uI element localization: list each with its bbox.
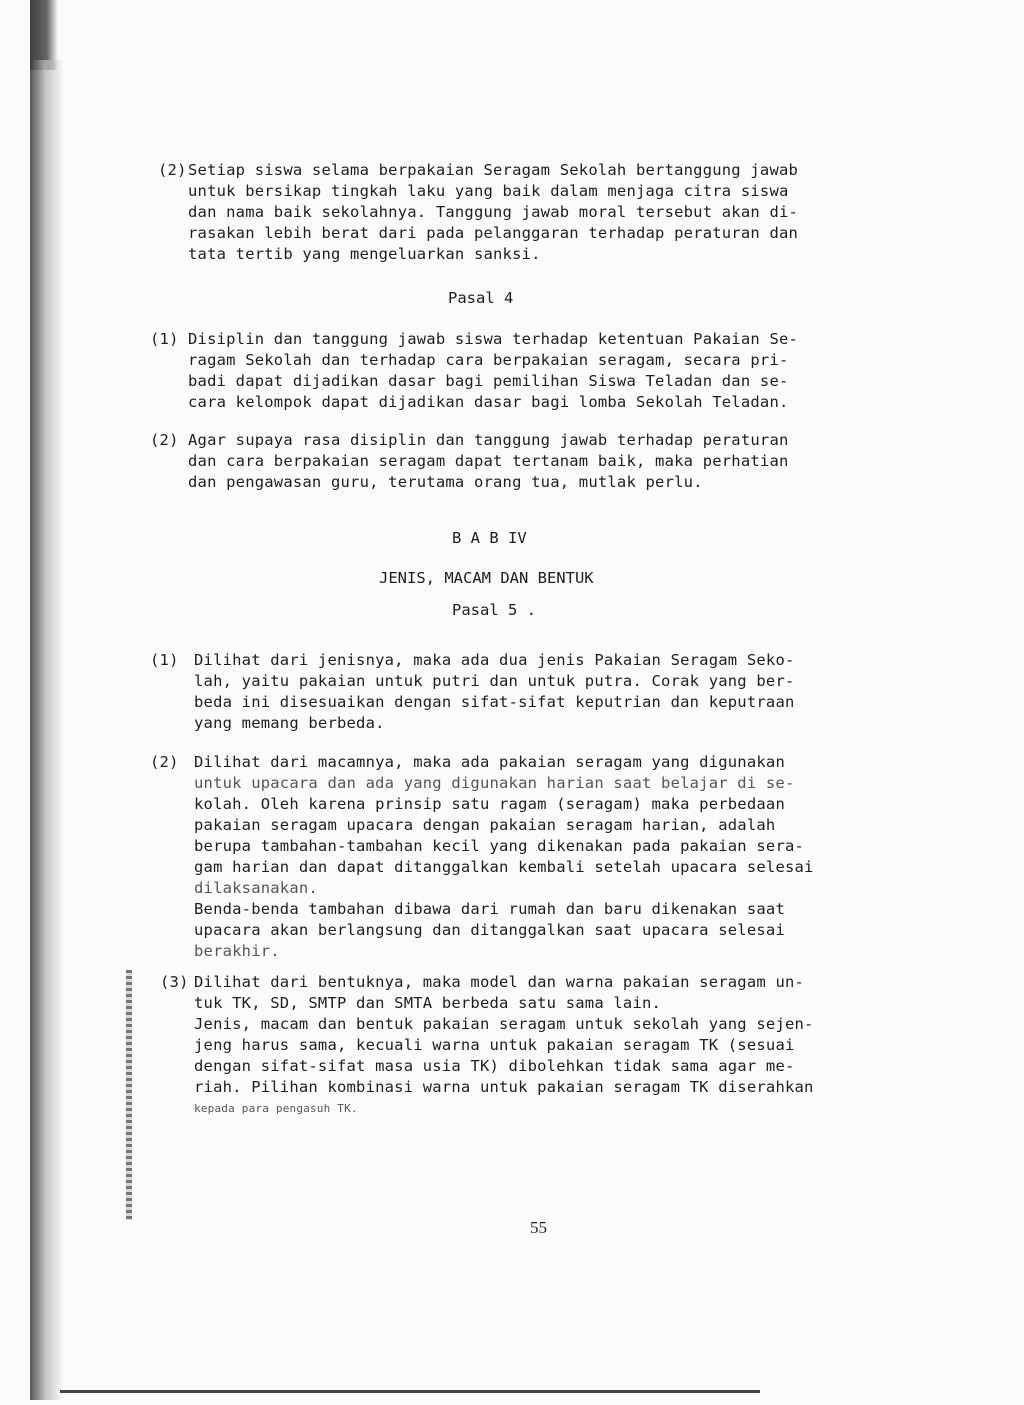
text-line: beda ini disesuaikan dengan sifat-sifat keputrian dan keputraan	[194, 693, 795, 711]
item-number: (3)	[160, 973, 189, 991]
text-line: dengan sifat-sifat masa usia TK) dibolehkan tidak sama agar me-	[194, 1057, 795, 1075]
text-line: riah. Pilihan kombinasi warna untuk pakaian seragam TK diserahkan	[194, 1078, 814, 1096]
text-line: jeng harus sama, kecuali warna untuk pakaian seragam TK (sesuai	[194, 1036, 795, 1054]
chapter-title: JENIS, MACAM DAN BENTUK	[379, 569, 594, 587]
text-line: kolah. Oleh karena prinsip satu ragam (seragam) maka perbedaan	[194, 795, 785, 813]
text-line: Dilihat dari jenisnya, maka ada dua jenis Pakaian Seragam Seko-	[194, 651, 795, 669]
item-number: (2)	[158, 161, 187, 179]
text-line: untuk bersikap tingkah laku yang baik dalam menjaga citra siswa	[188, 182, 789, 200]
text-line: gam harian dan dapat ditanggalkan kembali setelah upacara selesai	[194, 858, 814, 876]
text-line: cara kelompok dapat dijadikan dasar bagi lomba Sekolah Teladan.	[188, 393, 789, 411]
text-line: rasakan lebih berat dari pada pelanggaran terhadap peraturan dan	[188, 224, 799, 242]
text-line: berakhir.	[194, 942, 280, 960]
chapter-label: B A B IV	[452, 529, 527, 547]
text-line: upacara akan berlangsung dan ditanggalkan saat upacara selesai	[194, 921, 785, 939]
text-line: dilaksanakan.	[194, 879, 318, 897]
pasal5-heading: Pasal 5 .	[452, 601, 536, 619]
text-line: tata tertib yang mengeluarkan sanksi.	[188, 245, 541, 263]
scan-bottom-line	[60, 1390, 760, 1393]
text-line: ragam Sekolah dan terhadap cara berpakaian seragam, secara pri-	[188, 351, 789, 369]
text-line: badi dapat dijadikan dasar bagi pemilihan Siswa Teladan dan se-	[188, 372, 789, 390]
text-line: dan nama baik sekolahnya. Tanggung jawab moral tersebut akan di-	[188, 203, 799, 221]
item-number: (2)	[150, 753, 179, 771]
scan-shadow-left	[30, 60, 64, 1400]
text-line: Dilihat dari macamnya, maka ada pakaian seragam yang digunakan	[194, 753, 785, 771]
text-line: Agar supaya rasa disiplin dan tanggung jawab terhadap peraturan	[188, 431, 789, 449]
text-line: yang memang berbeda.	[194, 714, 385, 732]
binder-strip	[126, 970, 132, 1220]
text-line: berupa tambahan-tambahan kecil yang dikenakan pada pakaian sera-	[194, 837, 805, 855]
text-line: dan pengawasan guru, terutama orang tua, mutlak perlu.	[188, 473, 703, 491]
text-line: Setiap siswa selama berpakaian Seragam Sekolah bertanggung jawab	[188, 161, 799, 179]
item-number: (2)	[150, 431, 179, 449]
text-line: untuk upacara dan ada yang digunakan harian saat belajar di se-	[194, 774, 795, 792]
text-line: Disiplin dan tanggung jawab siswa terhadap ketentuan Pakaian Se-	[188, 330, 799, 348]
text-line: tuk TK, SD, SMTP dan SMTA berbeda satu sama lain.	[194, 994, 662, 1012]
item-number: (1)	[150, 330, 179, 348]
page-number: 55	[530, 1218, 547, 1237]
text-line: Benda-benda tambahan dibawa dari rumah dan baru dikenakan saat	[194, 900, 785, 918]
text-line: kepada para pengasuh TK.	[194, 1102, 358, 1115]
text-line: dan cara berpakaian seragam dapat tertanam baik, maka perhatian	[188, 452, 789, 470]
text-line: Dilihat dari bentuknya, maka model dan warna pakaian seragam un-	[194, 973, 805, 991]
text-line: lah, yaitu pakaian untuk putri dan untuk putra. Corak yang ber-	[194, 672, 795, 690]
item-number: (1)	[150, 651, 179, 669]
text-line: pakaian seragam upacara dengan pakaian seragam harian, adalah	[194, 816, 776, 834]
pasal4-heading: Pasal 4	[448, 289, 514, 307]
text-line: Jenis, macam dan bentuk pakaian seragam untuk sekolah yang sejen-	[194, 1015, 814, 1033]
